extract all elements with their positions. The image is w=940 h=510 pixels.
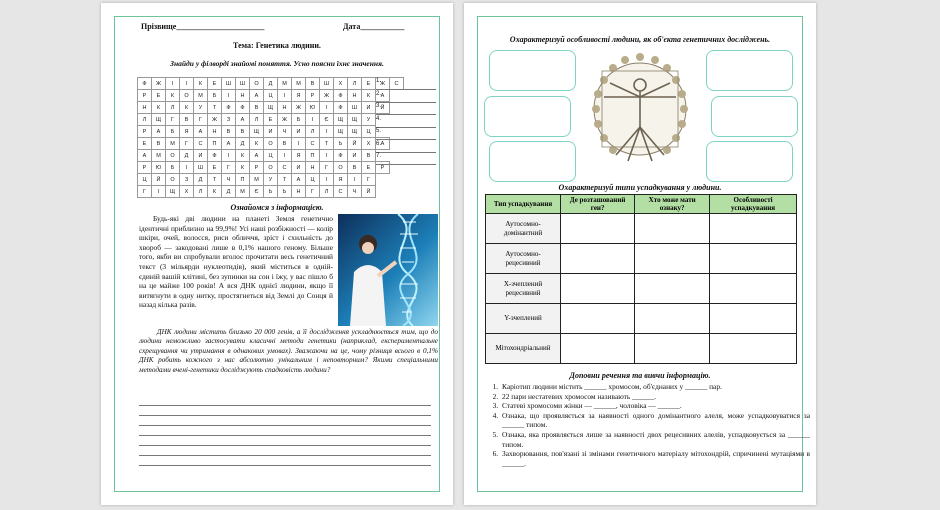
grid-letter[interactable]: С [194, 138, 208, 150]
row-label: Мітохондріальний [486, 334, 561, 364]
scientist-dna-illustration [338, 214, 438, 326]
grid-letter[interactable]: Н [236, 90, 250, 102]
grid-letter[interactable]: М [278, 78, 292, 90]
grid-letter[interactable]: Е [208, 162, 222, 174]
grid-letter[interactable]: И [194, 150, 208, 162]
grid-letter[interactable]: О [166, 174, 180, 186]
grid-letter[interactable]: Р [376, 162, 390, 174]
grid-letter[interactable]: Б [292, 114, 306, 126]
grid-letter[interactable]: І [320, 102, 334, 114]
writing-line[interactable] [139, 425, 431, 426]
column-header: Особливості успадкування [710, 195, 797, 214]
grid-letter[interactable]: Л [306, 126, 320, 138]
grid-letter[interactable]: Г [222, 162, 236, 174]
grid-letter[interactable]: Я [292, 150, 306, 162]
grid-letter[interactable]: К [250, 138, 264, 150]
row-label: Х-зчеплений рецесивний [486, 274, 561, 304]
writing-line[interactable] [139, 455, 431, 456]
grid-letter[interactable]: Й [376, 102, 390, 114]
grid-letter[interactable]: С [306, 138, 320, 150]
grid-row [138, 102, 404, 114]
grid-letter[interactable]: І [320, 126, 334, 138]
grid-letter[interactable]: А [376, 90, 390, 102]
grid-letter[interactable]: І [278, 90, 292, 102]
grid-row [138, 126, 404, 138]
info-heading: Ознайомся з інформацією. [230, 203, 324, 212]
grid-letter[interactable]: И [348, 150, 362, 162]
grid-letter[interactable]: К [166, 90, 180, 102]
grid-letter[interactable]: А [152, 126, 166, 138]
grid-letter[interactable]: К [152, 102, 166, 114]
grid-letter[interactable]: В [180, 114, 194, 126]
grid-letter[interactable]: І [222, 90, 236, 102]
grid-letter[interactable]: Ж [320, 90, 334, 102]
list-item: 2. 22 пари нестатевих хромосом називають ______. [500, 392, 810, 402]
grid-letter[interactable]: М [236, 186, 250, 198]
grid-letter[interactable]: Д [264, 78, 278, 90]
grid-row [138, 114, 404, 126]
grid-letter[interactable]: Р [306, 90, 320, 102]
column-header: Хто може мати ознаку? [635, 195, 710, 214]
grid-letter[interactable]: В [222, 126, 236, 138]
grid-letter[interactable]: Ф [334, 90, 348, 102]
grid-letter[interactable]: Ю [152, 162, 166, 174]
date-label: Дата___________ [343, 22, 405, 31]
grid-letter[interactable]: О [264, 162, 278, 174]
writing-line[interactable] [139, 445, 431, 446]
grid-letter[interactable]: І [180, 78, 194, 90]
grid-letter[interactable]: Й [362, 186, 376, 198]
grid-letter[interactable]: Я [180, 126, 194, 138]
grid-letter[interactable]: Ф [208, 150, 222, 162]
answer-bubble[interactable] [706, 50, 793, 91]
grid-letter[interactable]: Ж [278, 114, 292, 126]
grid-letter[interactable]: П [208, 138, 222, 150]
grid-letter[interactable]: А [376, 138, 390, 150]
grid-letter[interactable]: І [320, 150, 334, 162]
grid-letter[interactable]: К [208, 186, 222, 198]
surname-label: Прізвище______________________ [141, 22, 265, 31]
writing-line[interactable] [139, 465, 431, 466]
grid-letter[interactable]: Р [250, 162, 264, 174]
grid-letter[interactable]: Ж [376, 78, 390, 90]
grid-letter[interactable]: И [292, 162, 306, 174]
grid-letter[interactable]: Щ [334, 114, 348, 126]
grid-letter[interactable]: С [334, 186, 348, 198]
list-item: 4. Ознака, що проявляється за наявності одного домінантного алеля, може успадковуватися за ______ типом. [500, 411, 810, 430]
dna-helix-icon [338, 214, 438, 326]
answer-line[interactable]: 7. [376, 153, 436, 165]
writing-line[interactable] [139, 405, 431, 406]
grid-letter[interactable]: Р [138, 90, 152, 102]
grid-letter[interactable]: К [180, 102, 194, 114]
answer-cell[interactable] [710, 214, 797, 244]
grid-row [138, 150, 404, 162]
grid-letter[interactable]: У [362, 114, 376, 126]
grid-letter[interactable]: Щ [264, 102, 278, 114]
grid-letter[interactable]: Х [180, 186, 194, 198]
table-row [486, 334, 797, 364]
grid-letter[interactable]: О [180, 90, 194, 102]
grid-letter[interactable]: Ч [278, 126, 292, 138]
features-heading: Охарактеризуй особливості людини, як об'єкта генетичних досліджень. [509, 35, 771, 44]
grid-letter[interactable]: В [278, 138, 292, 150]
grid-letter[interactable]: Х [362, 138, 376, 150]
answer-cell[interactable] [561, 244, 635, 274]
list-item: 3. Статеві хромосоми жінки — ______, чоловіка — ______. [500, 401, 810, 411]
grid-letter[interactable]: Щ [334, 126, 348, 138]
grid-row [138, 162, 404, 174]
writing-line[interactable] [139, 435, 431, 436]
grid-letter[interactable]: І [180, 162, 194, 174]
grid-letter[interactable]: І [292, 138, 306, 150]
grid-letter[interactable]: С [390, 78, 404, 90]
grid-letter[interactable]: Ь [278, 186, 292, 198]
grid-letter[interactable]: М [194, 90, 208, 102]
grid-letter[interactable]: Н [348, 90, 362, 102]
grid-letter[interactable]: Ж [292, 102, 306, 114]
grid-letter[interactable]: Е [208, 78, 222, 90]
column-header: Де розташований ген? [561, 195, 635, 214]
grid-letter[interactable]: Ц [264, 90, 278, 102]
grid-letter[interactable]: И [362, 102, 376, 114]
grid-letter[interactable]: Т [320, 138, 334, 150]
answer-cell[interactable] [710, 274, 797, 304]
info-paragraph: Будь-які дві людини на планеті Земля генетично ідентичні приблизно на 99,9%! Усі наші розбіжності — колір шкіри, очей, волосся, риси обличчя, зріст і схильність до хвороб — закодовані лише в 0,1% нашого геному. Більше того, якби ви спробували вголос прочитати весь генетичний текст (3 мільярди нуклеотидів), який міститься в одній-єдиній вашій клітині, без зупинки на сон і їжу, у вас пішло б на це майже 100 років! А вся ДНК однієї людини, якщо її витягнути в одну нитку, простягнеться від Землі до Сонця й назад кілька разів. [139, 214, 333, 310]
grid-letter[interactable]: Е [152, 90, 166, 102]
grid-letter[interactable]: Г [138, 186, 152, 198]
grid-letter[interactable]: О [250, 78, 264, 90]
grid-letter[interactable]: И [264, 126, 278, 138]
grid-letter[interactable]: Ч [222, 174, 236, 186]
grid-letter[interactable]: П [306, 150, 320, 162]
answer-lines [376, 78, 436, 166]
answer-bubble[interactable] [484, 96, 571, 137]
grid-letter[interactable]: Г [166, 114, 180, 126]
grid-letter[interactable]: Н [306, 162, 320, 174]
grid-letter[interactable]: К [236, 150, 250, 162]
grid-letter[interactable]: Л [250, 114, 264, 126]
worksheet-page-1 [101, 3, 453, 505]
grid-letter[interactable]: Г [194, 114, 208, 126]
worksheet-page-2 [464, 3, 816, 505]
grid-letter[interactable]: Д [236, 138, 250, 150]
grid-letter[interactable]: С [278, 162, 292, 174]
grid-letter[interactable]: Б [166, 162, 180, 174]
column-header: Тип успадкування [486, 195, 561, 214]
answer-line[interactable]: 6. [376, 141, 436, 153]
grid-letter[interactable]: К [194, 78, 208, 90]
grid-letter[interactable]: Л [166, 102, 180, 114]
grid-letter[interactable]: К [236, 162, 250, 174]
grid-letter[interactable]: Ж [152, 78, 166, 90]
grid-letter[interactable]: О [166, 150, 180, 162]
answer-cell[interactable] [635, 214, 710, 244]
grid-letter[interactable]: К [362, 90, 376, 102]
answer-cell[interactable] [561, 214, 635, 244]
list-item: 1. Каріотип людини містить ______ хромосом, об'єднаних у ______ пар. [500, 382, 810, 392]
table-row [486, 274, 797, 304]
list-item: 6. Захворювання, пов'язані зі змінами генетичного матеріалу мітохондрій, спричинені мутаціями в ______. [500, 449, 810, 468]
grid-row [138, 138, 404, 150]
answer-cell[interactable] [710, 304, 797, 334]
grid-letter[interactable]: І [320, 174, 334, 186]
grid-letter[interactable]: Г [362, 174, 376, 186]
answer-line[interactable]: 4. [376, 116, 436, 128]
grid-letter[interactable]: Ш [222, 78, 236, 90]
grid-row [138, 90, 404, 102]
grid-letter[interactable]: А [194, 126, 208, 138]
grid-letter[interactable]: В [236, 126, 250, 138]
grid-letter[interactable]: Я [334, 174, 348, 186]
grid-letter[interactable]: М [292, 78, 306, 90]
grid-letter[interactable]: У [194, 102, 208, 114]
writing-line[interactable] [139, 415, 431, 416]
grid-letter[interactable]: Р [138, 162, 152, 174]
grid-letter[interactable]: І [278, 150, 292, 162]
grid-letter[interactable]: Щ [348, 126, 362, 138]
grid-letter[interactable]: Ю [306, 102, 320, 114]
grid-letter[interactable]: Н [278, 102, 292, 114]
grid-letter[interactable]: Ш [236, 78, 250, 90]
answer-cell[interactable] [561, 274, 635, 304]
grid-letter[interactable]: І [306, 114, 320, 126]
grid-letter[interactable]: Н [292, 186, 306, 198]
grid-letter[interactable]: В [362, 150, 376, 162]
grid-letter[interactable]: А [138, 150, 152, 162]
answer-bubble[interactable] [489, 50, 576, 91]
grid-row [138, 186, 404, 198]
row-label: Y-зчеплений [486, 304, 561, 334]
answer-cell[interactable] [635, 334, 710, 364]
wordsearch-task: Знайди у філворді знайомі поняття. Усно поясни їхнє значення. [170, 59, 384, 68]
inheritance-table [485, 194, 797, 364]
grid-letter[interactable]: Г [306, 186, 320, 198]
grid-letter[interactable]: Г [180, 138, 194, 150]
grid-letter[interactable]: З [222, 114, 236, 126]
grid-letter[interactable]: Ц [264, 150, 278, 162]
answer-cell[interactable] [561, 334, 635, 364]
row-label: Аутосомно-домінантний [486, 214, 561, 244]
answer-cell[interactable] [561, 304, 635, 334]
grid-letter[interactable]: Ц [138, 174, 152, 186]
grid-letter[interactable]: М [166, 138, 180, 150]
grid-letter[interactable]: В [306, 78, 320, 90]
grid-letter[interactable]: Н [208, 126, 222, 138]
grid-letter[interactable]: Е [138, 138, 152, 150]
grid-letter[interactable]: Щ [152, 114, 166, 126]
grid-letter[interactable]: Е [264, 114, 278, 126]
topic-title: Тема: Генетика людини. [233, 41, 321, 50]
answer-bubble[interactable] [706, 141, 793, 182]
answer-line[interactable]: 1. [376, 78, 436, 90]
grid-letter[interactable]: Ш [194, 162, 208, 174]
grid-letter[interactable]: Щ [348, 114, 362, 126]
grid-letter[interactable]: Й [348, 138, 362, 150]
grid-letter[interactable]: Ш [348, 102, 362, 114]
grid-letter[interactable]: Г [320, 162, 334, 174]
grid-letter[interactable]: М [152, 150, 166, 162]
grid-letter[interactable]: У [264, 174, 278, 186]
grid-letter[interactable]: Ч [348, 186, 362, 198]
grid-letter[interactable]: В [152, 138, 166, 150]
grid-letter[interactable]: Л [320, 186, 334, 198]
grid-letter[interactable]: Щ [166, 186, 180, 198]
italic-question-paragraph: ДНК людини містить близько 20 000 генів, а її дослідження ускладнюється тим, що до людини неможливо застосувати класичні методи генетики (наприклад, експериментальне схрещування чи утримання в однакових умовах). Зважаючи на це, чому різниця всього в 0,1% ДНК робить кожного з нас абсолютно унікальним і неповторним? Якими спеціальними методами вчені-генетики досліджують спадковість людини? [139, 328, 438, 374]
wordsearch-grid [137, 77, 404, 198]
grid-letter[interactable]: О [334, 162, 348, 174]
grid-letter[interactable]: А [292, 174, 306, 186]
list-item: 5. Ознака, яка проявляється лише за наявності двох рецесивних алелів, успадковується за ______ типом. [500, 430, 810, 449]
grid-letter[interactable]: І [152, 186, 166, 198]
grid-letter[interactable]: А [222, 138, 236, 150]
answer-line[interactable]: 5. [376, 128, 436, 140]
grid-letter[interactable]: Н [138, 102, 152, 114]
answer-bubble[interactable] [489, 141, 576, 182]
grid-letter[interactable]: Ф [334, 102, 348, 114]
answer-line[interactable]: 3. [376, 103, 436, 115]
answer-cell[interactable] [635, 304, 710, 334]
grid-letter[interactable]: Ф [236, 102, 250, 114]
grid-letter[interactable]: Т [208, 174, 222, 186]
answer-cell[interactable] [635, 244, 710, 274]
grid-letter[interactable]: Я [292, 90, 306, 102]
grid-letter[interactable]: Л [138, 114, 152, 126]
grid-letter[interactable]: О [264, 138, 278, 150]
grid-letter[interactable]: Ц [362, 126, 376, 138]
grid-letter[interactable]: А [250, 150, 264, 162]
grid-letter[interactable]: Ж [208, 114, 222, 126]
grid-row [138, 174, 404, 186]
grid-letter[interactable]: И [292, 126, 306, 138]
grid-letter[interactable]: Д [222, 186, 236, 198]
grid-letter[interactable]: А [250, 90, 264, 102]
grid-letter[interactable]: П [236, 174, 250, 186]
grid-letter[interactable]: Ф [138, 78, 152, 90]
grid-letter[interactable]: Є [250, 186, 264, 198]
grid-letter[interactable]: М [250, 174, 264, 186]
grid-letter[interactable]: Ф [334, 150, 348, 162]
grid-letter[interactable]: Й [152, 174, 166, 186]
grid-letter[interactable]: Т [208, 102, 222, 114]
grid-letter[interactable]: Л [194, 186, 208, 198]
complete-sentences-heading: Доповни речення та вивчи інформацію. [569, 371, 711, 380]
grid-letter[interactable]: Р [138, 126, 152, 138]
answer-bubble[interactable] [711, 96, 798, 137]
grid-letter[interactable]: З [180, 174, 194, 186]
questions-list [486, 382, 810, 468]
grid-letter[interactable]: Е [362, 78, 376, 90]
grid-letter[interactable]: Е [362, 162, 376, 174]
grid-letter[interactable]: І [166, 78, 180, 90]
grid-letter[interactable]: Д [180, 150, 194, 162]
grid-letter[interactable]: Є [320, 114, 334, 126]
answer-cell[interactable] [710, 334, 797, 364]
grid-letter[interactable]: Л [348, 78, 362, 90]
vitruvian-man-icon [588, 49, 692, 175]
grid-letter[interactable]: І [222, 150, 236, 162]
grid-letter[interactable]: Ь [334, 138, 348, 150]
answer-line[interactable]: 2. [376, 91, 436, 103]
answer-cell[interactable] [710, 244, 797, 274]
grid-letter[interactable]: Т [278, 174, 292, 186]
grid-letter[interactable]: Щ [250, 126, 264, 138]
grid-letter[interactable]: І [348, 174, 362, 186]
grid-letter[interactable]: В [250, 102, 264, 114]
inheritance-heading: Охарактеризуй типи успадкування у людини. [558, 183, 722, 192]
grid-row [138, 78, 404, 90]
grid-letter[interactable]: Х [334, 78, 348, 90]
grid-letter[interactable]: Б [166, 126, 180, 138]
grid-letter[interactable]: А [236, 114, 250, 126]
table-row [486, 214, 797, 244]
row-label: Аутосомно-рецесивний [486, 244, 561, 274]
grid-letter[interactable]: Д [194, 174, 208, 186]
table-row [486, 244, 797, 274]
answer-cell[interactable] [635, 274, 710, 304]
table-row [486, 304, 797, 334]
grid-letter[interactable]: В [348, 162, 362, 174]
grid-letter[interactable]: Ь [264, 186, 278, 198]
grid-letter[interactable]: Ш [320, 78, 334, 90]
grid-letter[interactable]: Ф [222, 102, 236, 114]
table-header-row [486, 195, 797, 214]
grid-letter[interactable]: Ц [306, 174, 320, 186]
grid-letter[interactable]: Б [208, 90, 222, 102]
